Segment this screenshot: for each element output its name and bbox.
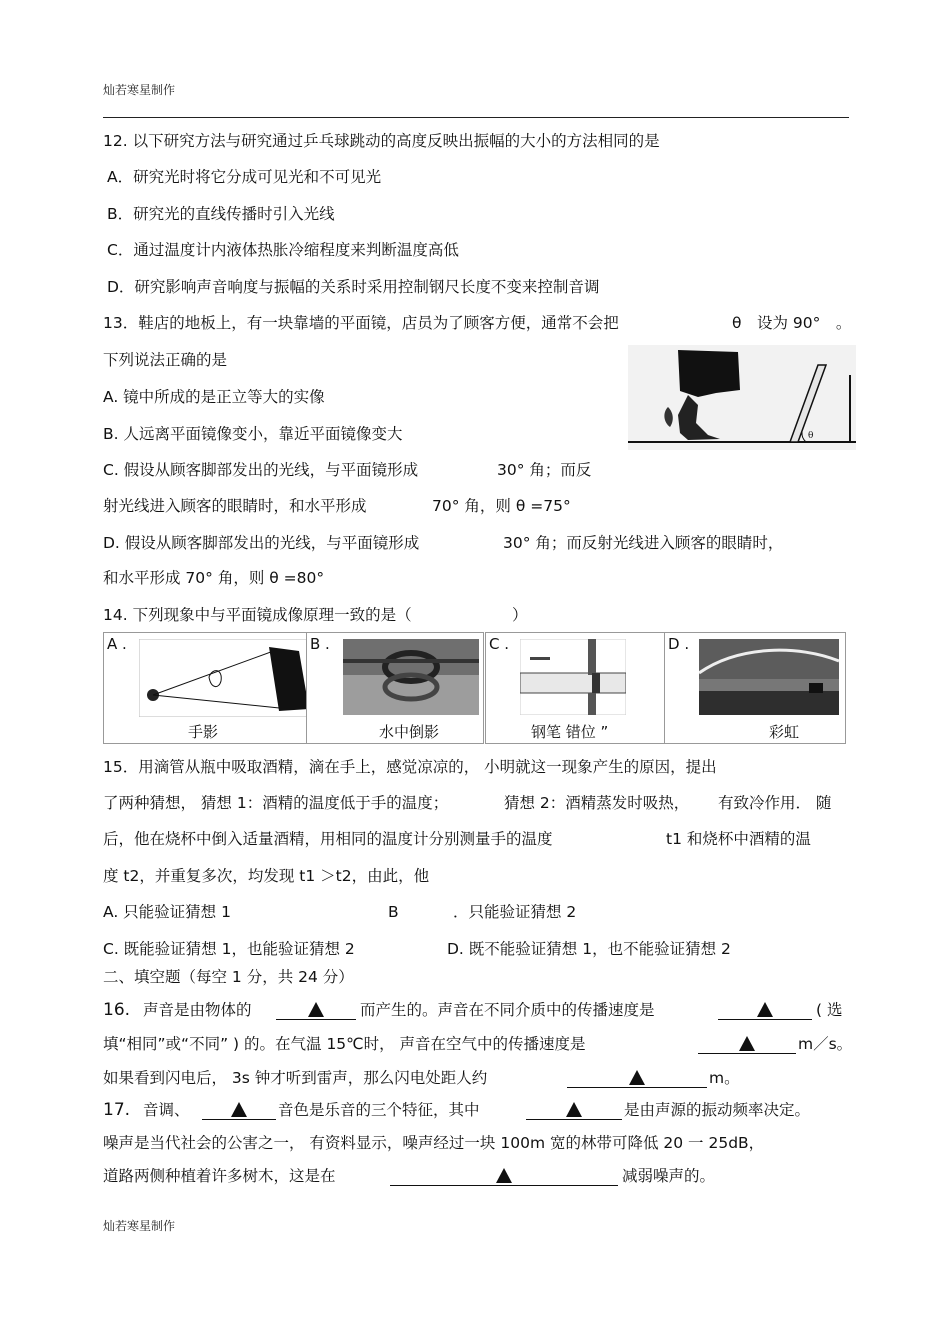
q16-text-3b: m。 bbox=[709, 1069, 740, 1087]
q17-text-3a: 道路两侧种植着许多树木，这是在 bbox=[103, 1167, 336, 1185]
pen-offset-image bbox=[520, 639, 626, 715]
q17-text-1a: 音调、 bbox=[143, 1101, 190, 1119]
q13-option-a: A. 镜中所成的是正立等大的实像 bbox=[103, 388, 325, 406]
q12-option-a: A．研究光时将它分成可见光和不可见光 bbox=[107, 168, 382, 186]
q14-option-c-caption: 钢笔 错位 ” bbox=[531, 723, 609, 741]
footer-watermark: 灿若寒星制作 bbox=[103, 1219, 176, 1233]
q16-blank-4[interactable] bbox=[567, 1068, 707, 1088]
q15-option-a: A. 只能验证猜想 1 bbox=[103, 903, 231, 921]
triangle-marker-icon bbox=[739, 1036, 755, 1051]
q14-option-c-panel bbox=[485, 632, 665, 744]
rainbow-image bbox=[699, 639, 839, 715]
q14-stem-end: ） bbox=[512, 606, 528, 624]
q15-line2c: 有致冷作用． 随 bbox=[718, 794, 832, 812]
q15-option-d: D. 既不能验证猜想 1，也不能验证猜想 2 bbox=[447, 940, 731, 958]
triangle-marker-icon bbox=[231, 1102, 247, 1117]
customer-leg-shape bbox=[678, 350, 740, 397]
q15-line4: 度 t2，并重复多次，均发现 t1 ＞t2，由此，他 bbox=[103, 867, 430, 885]
q16-blank-1[interactable] bbox=[276, 1000, 356, 1020]
q14-option-c-letter: C . bbox=[489, 635, 510, 653]
q17-text-1b: 音色是乐音的三个特征，其中 bbox=[278, 1101, 480, 1119]
q15-option-b: ．只能验证猜想 2 bbox=[453, 903, 577, 921]
q13-option-c-line1: C. 假设从顾客脚部发出的光线，与平面镜形成 bbox=[103, 461, 419, 479]
header-watermark: 灿若寒星制作 bbox=[103, 83, 176, 97]
q13-option-d-line2: 和水平形成 70° 角，则 θ =80° bbox=[103, 569, 325, 587]
q15-line2a: 了两种猜想， 猜想 1：酒精的温度低于手的温度； bbox=[103, 794, 449, 812]
q14-option-b-caption: 水中倒影 bbox=[379, 723, 440, 741]
q13-stem-line2: 下列说法正确的是 bbox=[103, 351, 228, 369]
q16-text-2b: m／s。 bbox=[798, 1035, 853, 1053]
q14-option-b-panel bbox=[306, 632, 484, 744]
q13-stem-theta: θ 设为 90° 。 bbox=[732, 314, 852, 332]
q17-text-2: 噪声是当代社会的公害之一， 有资料显示，噪声经过一块 100m 宽的林带可降低 20 一 25dB， bbox=[103, 1134, 765, 1152]
triangle-marker-icon bbox=[566, 1102, 582, 1117]
q12-option-b: B．研究光的直线传播时引入光线 bbox=[107, 205, 335, 223]
q14-option-a-letter: A . bbox=[107, 635, 127, 653]
q14-option-d-letter: D . bbox=[668, 635, 690, 653]
q15-line3a: 后，他在烧杯中倒入适量酒精，用相同的温度计分别测量手的温度 bbox=[103, 830, 553, 848]
q14-stem: 14. 下列现象中与平面镜成像原理一致的是（ bbox=[103, 606, 412, 624]
q13-option-c-angle: 30° 角；而反 bbox=[497, 461, 592, 479]
q14-option-a-caption: 手影 bbox=[188, 723, 219, 741]
q12-option-d: D．研究影响声音响度与振幅的关系时采用控制钢尺长度不变来控制音调 bbox=[107, 278, 600, 296]
q13-stem-line1: 13．鞋店的地板上，有一块靠墙的平面镜，店员为了顾客方便，通常不会把 bbox=[103, 314, 619, 332]
triangle-marker-icon bbox=[757, 1002, 773, 1017]
q13-option-d-angle: 30° 角；而反射光线进入顾客的眼睛时， bbox=[503, 534, 784, 552]
triangle-marker-icon bbox=[629, 1070, 645, 1085]
q13-option-c-line2: 射光线进入顾客的眼睛时，和水平形成 bbox=[103, 497, 367, 515]
q16-text-2a: 填“相同”或“不同” ) 的。在气温 15℃时， 声音在空气中的传播速度是 bbox=[103, 1035, 586, 1053]
q16-number: 16. bbox=[103, 1000, 131, 1020]
q16-text-3a: 如果看到闪电后， 3s 钟才听到雷声，那么闪电处距人约 bbox=[103, 1069, 488, 1087]
q13-shoe-mirror-figure bbox=[628, 345, 856, 450]
q14-option-d-panel bbox=[664, 632, 846, 744]
q12-option-c: C．通过温度计内液体热胀冷缩程度来判断温度高低 bbox=[107, 241, 459, 259]
q16-text-1a: 声音是由物体的 bbox=[143, 1001, 252, 1019]
triangle-marker-icon bbox=[308, 1002, 324, 1017]
q17-text-1c: 是由声源的振动频率决定。 bbox=[624, 1101, 811, 1119]
q16-blank-2[interactable] bbox=[718, 1000, 812, 1020]
header-rule bbox=[103, 117, 849, 118]
q16-text-1b: 而产生的。声音在不同介质中的传播速度是 bbox=[360, 1001, 655, 1019]
q15-option-b-letter: B bbox=[388, 903, 399, 921]
q17-blank-2[interactable] bbox=[526, 1100, 622, 1120]
section2-title: 二、填空题（每空 1 分，共 24 分） bbox=[103, 968, 354, 986]
q15-line3b: t1 和烧杯中酒精的温 bbox=[666, 830, 811, 848]
q16-text-1c: ( 选 bbox=[816, 1001, 843, 1019]
q17-blank-1[interactable] bbox=[202, 1100, 276, 1120]
q17-number: 17. bbox=[103, 1100, 131, 1120]
q13-option-d-line1: D. 假设从顾客脚部发出的光线，与平面镜形成 bbox=[103, 534, 420, 552]
q15-line2b: 猜想 2：酒精蒸发时吸热， bbox=[504, 794, 690, 812]
q14-option-b-letter: B . bbox=[310, 635, 330, 653]
q13-option-b: B. 人远离平面镜像变小，靠近平面镜像变大 bbox=[103, 425, 403, 443]
q12-stem: 12. 以下研究方法与研究通过乒乓球跳动的高度反映出振幅的大小的方法相同的是 bbox=[103, 132, 660, 150]
hand-shadow-image bbox=[139, 639, 311, 717]
q17-text-3b: 减弱噪声的。 bbox=[622, 1167, 716, 1185]
q14-option-d-caption: 彩虹 bbox=[769, 723, 800, 741]
q16-blank-3[interactable] bbox=[698, 1034, 796, 1054]
q15-option-c: C. 既能验证猜想 1，也能验证猜想 2 bbox=[103, 940, 355, 958]
q14-option-a-panel bbox=[103, 632, 338, 744]
q15-line1: 15．用滴管从瓶中吸取酒精，滴在手上，感觉凉凉的， 小明就这一现象产生的原因，提出 bbox=[103, 758, 717, 776]
q17-blank-3[interactable] bbox=[390, 1166, 618, 1186]
theta-label: θ bbox=[808, 431, 814, 441]
q13-option-c-result: 70° 角，则 θ =75° bbox=[432, 497, 571, 515]
water-reflection-image bbox=[343, 639, 479, 715]
triangle-marker-icon bbox=[496, 1168, 512, 1183]
